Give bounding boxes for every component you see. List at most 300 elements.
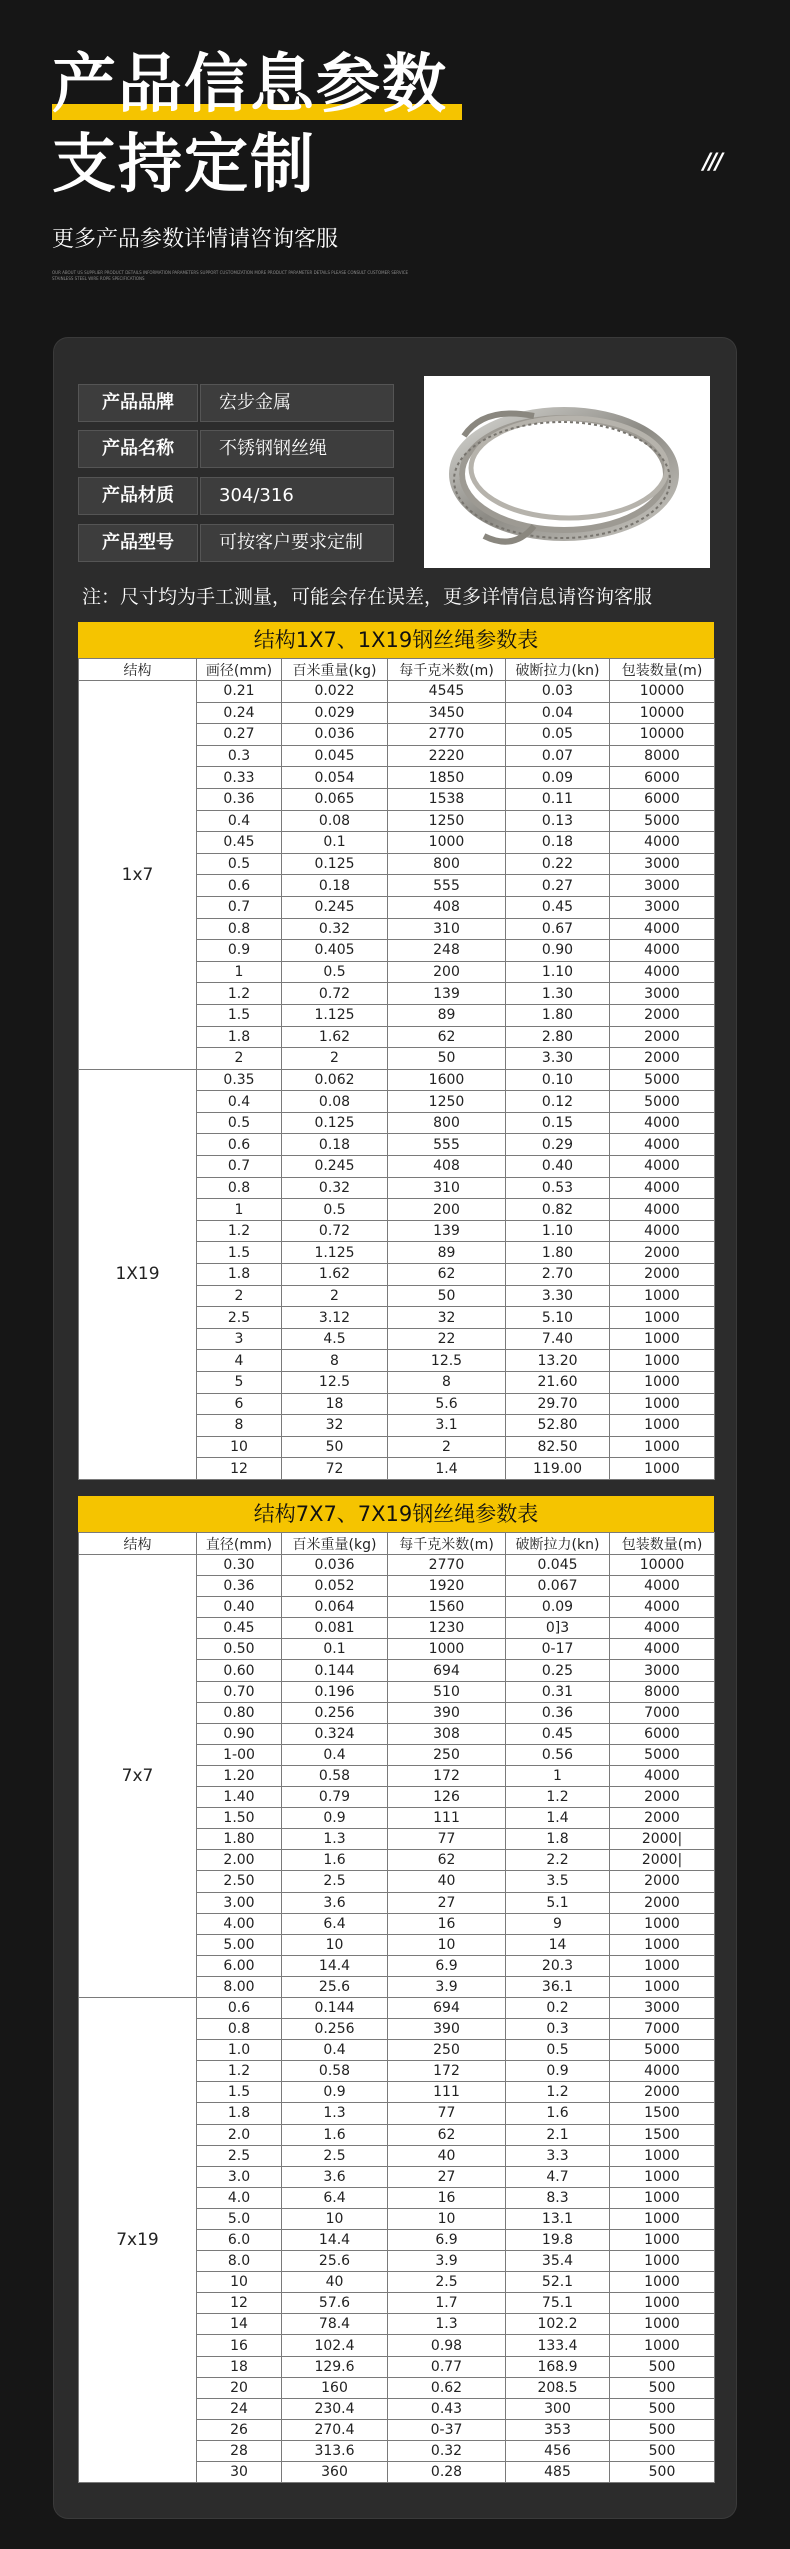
table-cell: 2000 <box>610 1808 715 1829</box>
table-cell: 32 <box>282 1415 388 1437</box>
table-cell: 2.2 <box>506 1850 610 1871</box>
table-cell: 2.00 <box>197 1850 282 1871</box>
table-cell: 21.60 <box>506 1372 610 1394</box>
table-cell: 40 <box>388 2145 506 2166</box>
decorative-fineprint: OUR ABOUT US SUPPLIER PRODUCT DETAILS INFORMATION PARAMETERS SUPPORT CUSTOMIZATION MORE PRODUCT PARAMETER DETAILS PLEASE CONSULT CUSTOMER SERVICE STAINLESS STEEL WIRE ROPE SPECIFICATIONS <box>52 270 409 281</box>
table-cell: 1250 <box>388 810 506 832</box>
table-cell: 40 <box>388 1871 506 1892</box>
table-cell: 1 <box>197 961 282 983</box>
column-header: 百米重量(kg) <box>282 1533 388 1555</box>
table-cell: 0.022 <box>282 681 388 703</box>
table-cell: 0.324 <box>282 1723 388 1744</box>
table-cell: 0.70 <box>197 1681 282 1702</box>
page-header <box>0 0 790 340</box>
table-cell: 2770 <box>388 1555 506 1576</box>
table-cell: 5.0 <box>197 2208 282 2229</box>
table-cell: 3000 <box>610 1660 715 1681</box>
table-cell: 1.4 <box>388 1458 506 1480</box>
table-cell: 1.6 <box>282 1850 388 1871</box>
table-cell: 0.4 <box>282 2040 388 2061</box>
table-cell: 1.3 <box>388 2314 506 2335</box>
table-cell: 1500 <box>610 2103 715 2124</box>
table-cell: 4000 <box>610 1597 715 1618</box>
table-cell: 77 <box>388 1829 506 1850</box>
table-cell: 0.052 <box>282 1576 388 1597</box>
table-cell: 0.125 <box>282 853 388 875</box>
table-cell: 0.18 <box>282 875 388 897</box>
table-cell: 0.80 <box>197 1702 282 1723</box>
table-cell: 3.00 <box>197 1892 282 1913</box>
table-cell: 2 <box>197 1048 282 1070</box>
table-cell: 555 <box>388 875 506 897</box>
table-cell: 6000 <box>610 788 715 810</box>
table-cell: 1.8 <box>197 1026 282 1048</box>
table-cell: 3 <box>197 1328 282 1350</box>
table-cell: 35.4 <box>506 2251 610 2272</box>
table-cell: 16 <box>388 2187 506 2208</box>
table-cell: 360 <box>282 2462 388 2483</box>
table-cell: 7000 <box>610 1702 715 1723</box>
table-cell: 62 <box>388 2124 506 2145</box>
table-cell: 0.45 <box>506 1723 610 1744</box>
table-cell: 2000| <box>610 1850 715 1871</box>
table-cell: 3.30 <box>506 1285 610 1307</box>
table-cell: 1.125 <box>282 1004 388 1026</box>
table-cell: 6000 <box>610 767 715 789</box>
table-cell: 1.8 <box>197 2103 282 2124</box>
table-cell: 12 <box>197 1458 282 1480</box>
table-cell: 0.4 <box>197 810 282 832</box>
table-cell: 7000 <box>610 2019 715 2040</box>
column-header: 包装数量(m) <box>610 659 715 681</box>
table-cell: 4000 <box>610 1134 715 1156</box>
table-cell: 3.6 <box>282 1892 388 1913</box>
table-cell: 0.4 <box>282 1744 388 1765</box>
table-cell: 25.6 <box>282 2251 388 2272</box>
table-cell: 6 <box>197 1393 282 1415</box>
table-cell: 1.20 <box>197 1765 282 1786</box>
table-cell: 172 <box>388 2061 506 2082</box>
table-cell: 0.27 <box>197 724 282 746</box>
column-header: 直径(mm) <box>197 1533 282 1555</box>
table-cell: 82.50 <box>506 1436 610 1458</box>
table-title: 结构7X7、7X19钢丝绳参数表 <box>78 1496 714 1532</box>
spec-key: 产品名称 <box>78 430 198 468</box>
table-cell: 27 <box>388 1892 506 1913</box>
table-cell: 2 <box>282 1048 388 1070</box>
table-cell: 5000 <box>610 1744 715 1765</box>
table-cell: 1.8 <box>197 1264 282 1286</box>
table-cell: 1.6 <box>506 2103 610 2124</box>
table-cell: 0.2 <box>506 1997 610 2018</box>
table-cell: 72 <box>282 1458 388 1480</box>
table-cell: 62 <box>388 1264 506 1286</box>
table-cell: 1000 <box>610 2335 715 2356</box>
table-cell: 0.35 <box>197 1069 282 1091</box>
table-cell: 10000 <box>610 681 715 703</box>
table-cell: 270.4 <box>282 2419 388 2440</box>
table-cell: 2000 <box>610 1871 715 1892</box>
table-cell: 126 <box>388 1787 506 1808</box>
table-cell: 1.80 <box>506 1242 610 1264</box>
spec-key: 产品型号 <box>78 524 198 562</box>
table-cell: 1.5 <box>197 2082 282 2103</box>
table-cell: 0.054 <box>282 767 388 789</box>
table-cell: 52.1 <box>506 2272 610 2293</box>
table-cell: 1000 <box>610 2166 715 2187</box>
table-cell: 0.1 <box>282 1639 388 1660</box>
table-cell: 1600 <box>388 1069 506 1091</box>
table-cell: 0.90 <box>197 1723 282 1744</box>
table-row <box>79 1555 715 1576</box>
table-cell: 3.6 <box>282 2166 388 2187</box>
table-cell: 2000| <box>610 1829 715 1850</box>
spec-row-brand <box>78 384 394 422</box>
table-cell: 0-37 <box>388 2419 506 2440</box>
table-cell: 12.5 <box>282 1372 388 1394</box>
table-cell: 2220 <box>388 745 506 767</box>
table-cell: 0.90 <box>506 940 610 962</box>
table-cell: 1000 <box>610 1458 715 1480</box>
table-cell: 4000 <box>610 1576 715 1597</box>
table-cell: 0.10 <box>506 1069 610 1091</box>
table-cell: 208.5 <box>506 2377 610 2398</box>
table-cell: 40 <box>282 2272 388 2293</box>
table-cell: 1.2 <box>197 1220 282 1242</box>
table-cell: 4.00 <box>197 1913 282 1934</box>
table-cell: 0.256 <box>282 2019 388 2040</box>
table-cell: 5000 <box>610 1091 715 1113</box>
column-header: 每千克米数(m) <box>388 1533 506 1555</box>
structure-group-cell: 1X19 <box>79 1069 197 1479</box>
table-7x7-7x19 <box>78 1496 714 2483</box>
table-cell: 19.8 <box>506 2230 610 2251</box>
table-cell: 0.144 <box>282 1997 388 2018</box>
wire-rope-coil-image <box>424 376 710 568</box>
table-cell: 8.3 <box>506 2187 610 2208</box>
table-cell: 6.4 <box>282 1913 388 1934</box>
table-cell: 0.045 <box>282 745 388 767</box>
table-cell: 3000 <box>610 1997 715 2018</box>
table-cell: 1000 <box>610 1436 715 1458</box>
spec-table <box>78 1532 715 2483</box>
table-cell: 800 <box>388 853 506 875</box>
spec-value: 宏步金属 <box>200 384 394 422</box>
table-cell: 8.00 <box>197 1976 282 1997</box>
table-cell: 4000 <box>610 832 715 854</box>
table-cell: 10 <box>197 2272 282 2293</box>
table-cell: 1.10 <box>506 1220 610 1242</box>
table-cell: 0.065 <box>282 788 388 810</box>
table-cell: 6.00 <box>197 1955 282 1976</box>
table-cell: 408 <box>388 896 506 918</box>
table-cell: 1.5 <box>197 1004 282 1026</box>
table-cell: 8 <box>282 1350 388 1372</box>
table-cell: 1.62 <box>282 1026 388 1048</box>
table-cell: 0.029 <box>282 702 388 724</box>
table-cell: 1000 <box>610 2314 715 2335</box>
table-cell: 555 <box>388 1134 506 1156</box>
table-cell: 485 <box>506 2462 610 2483</box>
table-cell: 0.36 <box>197 788 282 810</box>
table-cell: 0.45 <box>506 896 610 918</box>
table-cell: 300 <box>506 2398 610 2419</box>
table-cell: 500 <box>610 2398 715 2419</box>
table-cell: 500 <box>610 2419 715 2440</box>
table-cell: 0.82 <box>506 1199 610 1221</box>
table-cell: 310 <box>388 918 506 940</box>
table-cell: 0.50 <box>197 1639 282 1660</box>
table-cell: 1.3 <box>282 2103 388 2124</box>
table-cell: 2 <box>197 1285 282 1307</box>
table-cell: 0.1 <box>282 832 388 854</box>
table-cell: 5000 <box>610 810 715 832</box>
table-cell: 2.5 <box>197 2145 282 2166</box>
table-cell: 62 <box>388 1850 506 1871</box>
table-cell: 0.40 <box>197 1597 282 1618</box>
column-header: 百米重量(kg) <box>282 659 388 681</box>
table-cell: 0.6 <box>197 1997 282 2018</box>
table-cell: 50 <box>282 1436 388 1458</box>
table-cell: 0.045 <box>506 1555 610 1576</box>
table-cell: 500 <box>610 2440 715 2461</box>
table-cell: 1.50 <box>197 1808 282 1829</box>
table-cell: 1.2 <box>197 2061 282 2082</box>
table-cell: 14.4 <box>282 1955 388 1976</box>
table-cell: 2000 <box>610 2082 715 2103</box>
table-cell: 250 <box>388 2040 506 2061</box>
table-cell: 10 <box>388 2208 506 2229</box>
table-cell: 0.067 <box>506 1576 610 1597</box>
table-title: 结构1X7、1X19钢丝绳参数表 <box>78 622 714 658</box>
table-cell: 2000 <box>610 1026 715 1048</box>
table-cell: 111 <box>388 1808 506 1829</box>
table-cell: 694 <box>388 1997 506 2018</box>
spec-table <box>78 658 715 1480</box>
table-cell: 102.4 <box>282 2335 388 2356</box>
table-cell: 8 <box>197 1415 282 1437</box>
table-cell: 0.60 <box>197 1660 282 1681</box>
table-cell: 4000 <box>610 1639 715 1660</box>
table-cell: 0.12 <box>506 1091 610 1113</box>
table-cell: 308 <box>388 1723 506 1744</box>
table-cell: 1.0 <box>197 2040 282 2061</box>
table-cell: 1000 <box>610 1393 715 1415</box>
table-cell: 456 <box>506 2440 610 2461</box>
table-cell: 0.5 <box>282 961 388 983</box>
table-cell: 5000 <box>610 2040 715 2061</box>
table-cell: 0.11 <box>506 788 610 810</box>
table-cell: 1000 <box>610 1372 715 1394</box>
table-cell: 0.67 <box>506 918 610 940</box>
table-cell: 0.32 <box>282 918 388 940</box>
table-cell: 1500 <box>610 2124 715 2145</box>
table-cell: 3450 <box>388 702 506 724</box>
table-cell: 1000 <box>610 1976 715 1997</box>
table-cell: 800 <box>388 1112 506 1134</box>
table-cell: 0.5 <box>282 1199 388 1221</box>
spec-key: 产品品牌 <box>78 384 198 422</box>
table-cell: 0.9 <box>197 940 282 962</box>
spec-row-model <box>78 524 394 562</box>
table-cell: 500 <box>610 2377 715 2398</box>
structure-group-cell: 1x7 <box>79 681 197 1070</box>
table-cell: 694 <box>388 1660 506 1681</box>
table-cell: 390 <box>388 2019 506 2040</box>
table-cell: 4.5 <box>282 1328 388 1350</box>
table-cell: 1000 <box>388 1639 506 1660</box>
table-cell: 10 <box>282 1934 388 1955</box>
column-header: 每千克米数(m) <box>388 659 506 681</box>
table-cell: 408 <box>388 1156 506 1178</box>
table-cell: 4000 <box>610 1156 715 1178</box>
table-cell: 6000 <box>610 1723 715 1744</box>
table-cell: 5 <box>197 1372 282 1394</box>
table-cell: 4000 <box>610 1112 715 1134</box>
table-cell: 1000 <box>388 832 506 854</box>
table-cell: 0.58 <box>282 1765 388 1786</box>
table-cell: 0.036 <box>282 724 388 746</box>
column-header: 破断拉力(kn) <box>506 659 610 681</box>
table-cell: 89 <box>388 1004 506 1026</box>
table-cell: 50 <box>388 1048 506 1070</box>
table-cell: 0.53 <box>506 1177 610 1199</box>
spec-value: 可按客户要求定制 <box>200 524 394 562</box>
table-cell: 510 <box>388 1681 506 1702</box>
table-cell: 8000 <box>610 1681 715 1702</box>
table-cell: 1250 <box>388 1091 506 1113</box>
table-cell: 4000 <box>610 961 715 983</box>
table-cell: 10000 <box>610 724 715 746</box>
table-cell: 5000 <box>610 1069 715 1091</box>
table-cell: 2000 <box>610 1004 715 1026</box>
table-cell: 1.40 <box>197 1787 282 1808</box>
decorative-slashes: /// <box>703 150 722 175</box>
table-cell: 1.5 <box>197 1242 282 1264</box>
column-header: 画径(mm) <box>197 659 282 681</box>
table-cell: 133.4 <box>506 2335 610 2356</box>
structure-group-cell: 7x7 <box>79 1555 197 1998</box>
table-cell: 2000 <box>610 1242 715 1264</box>
table-cell: 7.40 <box>506 1328 610 1350</box>
table-cell: 0.25 <box>506 1660 610 1681</box>
table-cell: 0.29 <box>506 1134 610 1156</box>
table-cell: 3000 <box>610 875 715 897</box>
table-cell: 6.4 <box>282 2187 388 2208</box>
table-cell: 1.30 <box>506 983 610 1005</box>
table-cell: 0.45 <box>197 1618 282 1639</box>
table-cell: 10 <box>282 2208 388 2229</box>
table-cell: 1920 <box>388 1576 506 1597</box>
table-cell: 1000 <box>610 2187 715 2208</box>
table-cell: 1.8 <box>506 1829 610 1850</box>
table-cell: 1.7 <box>388 2293 506 2314</box>
table-cell: 250 <box>388 1744 506 1765</box>
table-cell: 30 <box>197 2462 282 2483</box>
table-cell: 57.6 <box>282 2293 388 2314</box>
table-cell: 50 <box>388 1285 506 1307</box>
table-cell: 4.7 <box>506 2166 610 2187</box>
table-cell: 1000 <box>610 2251 715 2272</box>
table-cell: 1000 <box>610 2293 715 2314</box>
table-cell: 62 <box>388 1026 506 1048</box>
table-cell: 0.33 <box>197 767 282 789</box>
table-cell: 5.10 <box>506 1307 610 1329</box>
table-cell: 1538 <box>388 788 506 810</box>
table-cell: 0.4 <box>197 1091 282 1113</box>
table-cell: 5.00 <box>197 1934 282 1955</box>
table-cell: 8.0 <box>197 2251 282 2272</box>
table-cell: 20.3 <box>506 1955 610 1976</box>
table-cell: 313.6 <box>282 2440 388 2461</box>
table-cell: 52.80 <box>506 1415 610 1437</box>
table-cell: 16 <box>388 1913 506 1934</box>
table-cell: 5.1 <box>506 1892 610 1913</box>
page-subtitle: 更多产品参数详情请咨询客服 <box>52 227 339 252</box>
table-cell: 2.50 <box>197 1871 282 1892</box>
table-cell: 0.22 <box>506 853 610 875</box>
table-cell: 0.24 <box>197 702 282 724</box>
table-1x7-1x19 <box>78 622 714 1480</box>
table-cell: 4000 <box>610 1765 715 1786</box>
table-cell: 6.9 <box>388 2230 506 2251</box>
table-cell: 1000 <box>610 1955 715 1976</box>
table-cell: 1 <box>506 1765 610 1786</box>
table-cell: 75.1 <box>506 2293 610 2314</box>
table-cell: 10 <box>388 1934 506 1955</box>
table-cell: 0.77 <box>388 2356 506 2377</box>
table-cell: 0.72 <box>282 1220 388 1242</box>
table-cell: 0.5 <box>197 853 282 875</box>
table-cell: 0.5 <box>506 2040 610 2061</box>
table-cell: 2.1 <box>506 2124 610 2145</box>
table-cell: 168.9 <box>506 2356 610 2377</box>
table-cell: 1.6 <box>282 2124 388 2145</box>
table-cell: 0.21 <box>197 681 282 703</box>
table-cell: 4 <box>197 1350 282 1372</box>
table-cell: 1 <box>197 1199 282 1221</box>
table-cell: 0.09 <box>506 1597 610 1618</box>
table-cell: 2000 <box>610 1048 715 1070</box>
table-cell: 0.31 <box>506 1681 610 1702</box>
table-cell: 77 <box>388 2103 506 2124</box>
table-cell: 89 <box>388 1242 506 1264</box>
table-cell: 139 <box>388 1220 506 1242</box>
table-cell: 0.5 <box>197 1112 282 1134</box>
column-header: 包装数量(m) <box>610 1533 715 1555</box>
table-cell: 2770 <box>388 724 506 746</box>
table-cell: 0.45 <box>197 832 282 854</box>
table-cell: 4000 <box>610 940 715 962</box>
table-cell: 230.4 <box>282 2398 388 2419</box>
table-cell: 4000 <box>610 1618 715 1639</box>
table-cell: 6.9 <box>388 1955 506 1976</box>
table-cell: 0.58 <box>282 2061 388 2082</box>
table-cell: 9 <box>506 1913 610 1934</box>
table-cell: 172 <box>388 1765 506 1786</box>
table-cell: 0.05 <box>506 724 610 746</box>
table-cell: 0.43 <box>388 2398 506 2419</box>
table-cell: 29.70 <box>506 1393 610 1415</box>
table-cell: 10000 <box>610 1555 715 1576</box>
column-header: 破断拉力(kn) <box>506 1533 610 1555</box>
table-cell: 3.12 <box>282 1307 388 1329</box>
table-cell: 0.18 <box>506 832 610 854</box>
table-cell: 2.5 <box>282 2145 388 2166</box>
table-cell: 0.28 <box>388 2462 506 2483</box>
structure-group-cell: 7x19 <box>79 1997 197 2482</box>
table-cell: 1000 <box>610 1350 715 1372</box>
